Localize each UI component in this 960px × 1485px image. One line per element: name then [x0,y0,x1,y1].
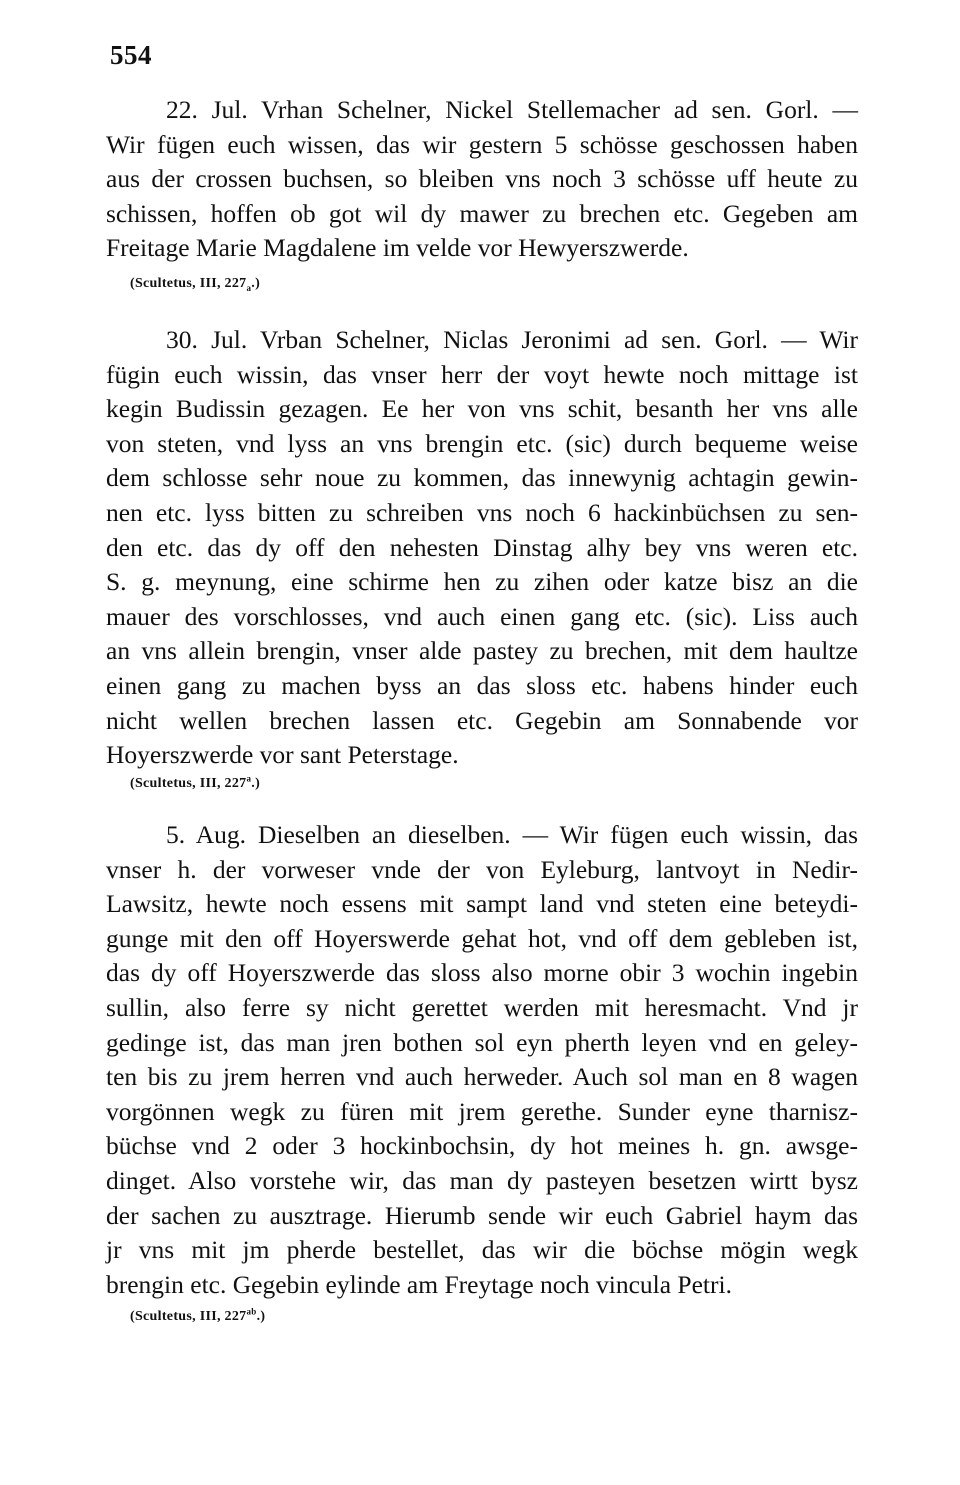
text-line: fügin euch wissin, das vnser herr der voyt hewte noch mittage ist [106,359,858,389]
text-line: dinget. Also vorstehe wir, das man dy pasteyen besetzen wirtt bysz [106,1165,858,1195]
source-citation [130,1306,266,1325]
citation-close: .) [251,776,261,791]
citation-text: (Scultetus, III, 227 [130,276,247,291]
text-line: nen etc. lyss bitten zu schreiben vns noch 6 hackinbüchsen zu sen- [106,497,858,527]
text-line: kegin Budissin gezagen. Ee her von vns schit, besanth her vns alle [106,394,858,424]
text-line: S. g. meynung, eine schirme hen zu zihen oder katze bisz an die [106,567,858,597]
citation-text: (Scultetus, III, 227 [130,1309,247,1324]
text-line: Freitage Marie Magdalene im velde vor Hewyerszwerde. [106,233,689,263]
text-line: das dy off Hoyerszwerde das sloss also morne obir 3 wochin ingebin [106,958,858,988]
text-line: der sachen zu ausztrage. Hierumb sende wir euch Gabriel haym das [106,1200,858,1230]
citation-text: (Scultetus, III, 227 [130,776,247,791]
source-citation [130,773,261,792]
text-line: aus der crossen buchsen, so bleiben vns noch 3 schösse uff heute zu [106,164,858,194]
text-line: 30. Jul. Vrban Schelner, Niclas Jeronimi ad sen. Gorl. — Wir [166,325,858,354]
source-citation [130,276,260,292]
page-number: 554 [110,40,152,70]
citation-mark: ab [246,1306,257,1317]
text-line: vnser h. der vorweser vnde der von Eyleburg, lantvoyt in Nedir- [106,854,858,884]
text-line: schissen, hoffen ob got wil dy mawer zu brechen etc. Gegeben am [106,198,858,228]
text-line: an vns allein brengin, vnser alde pastey zu brechen, mit dem haultze [106,636,858,666]
text-line: gedinge ist, das man jren bothen sol eyn pherth leyen vnd en geley- [106,1027,858,1057]
text-line: vorgönnen wegk zu füren mit jrem gerethe. Sunder eyne tharnisz- [106,1096,858,1126]
entry-july-30 [106,323,858,773]
citation-mark: a [246,773,252,784]
text-line: Hoyerszwerde vor sant Peterstage. [106,740,459,770]
text-line: nicht wellen brechen lassen etc. Gegebin am Sonnabende vor [106,705,858,735]
citation-mark: a [246,282,252,293]
text-line: ten bis zu jrem herren vnd auch herweder. Auch sol man en 8 wagen [106,1062,858,1092]
text-line: mauer des vorschlosses, vnd auch einen gang etc. (sic). Liss auch [106,601,858,631]
text-line: dem schlosse sehr noue zu kommen, das innewynig achtagin gewin- [106,463,858,493]
entry-aug-5 [106,818,858,1302]
text-line: von steten, vnd lyss an vns brengin etc. (sic) durch bequeme weise [106,428,858,458]
text-line: 22. Jul. Vrhan Schelner, Nickel Stellemacher ad sen. Gorl. — [166,95,858,124]
text-line: 5. Aug. Dieselben an dieselben. — Wir fügen euch wissin, das [166,820,858,849]
text-line: sullin, also ferre sy nicht gerettet werden mit heresmacht. Vnd jr [106,992,858,1022]
text-line: einen gang zu machen byss an das sloss etc. habens hinder euch [106,670,858,700]
citation-close: .) [256,1309,266,1324]
citation-close: .) [251,276,261,291]
entry-july-22 [106,93,858,266]
text-line: den etc. das dy off den nehesten Dinstag alhy bey vns weren etc. [106,532,858,562]
text-line: büchse vnd 2 oder 3 hockinbochsin, dy hot meines h. gn. awsge- [106,1131,858,1161]
text-line: Lawsitz, hewte noch essens mit sampt land vnd steten eine beteydi- [106,889,858,919]
text-line: Wir fügen euch wissen, das wir gestern 5 schösse geschossen haben [106,129,858,159]
text-line: gunge mit den off Hoyerswerde gehat hot, vnd off dem gebleben ist, [106,923,858,953]
text-line: jr vns mit jm pherde bestellet, das wir die böchse mögin wegk [106,1235,858,1265]
text-line: brengin etc. Gegebin eylinde am Freytage noch vincula Petri. [106,1269,732,1299]
